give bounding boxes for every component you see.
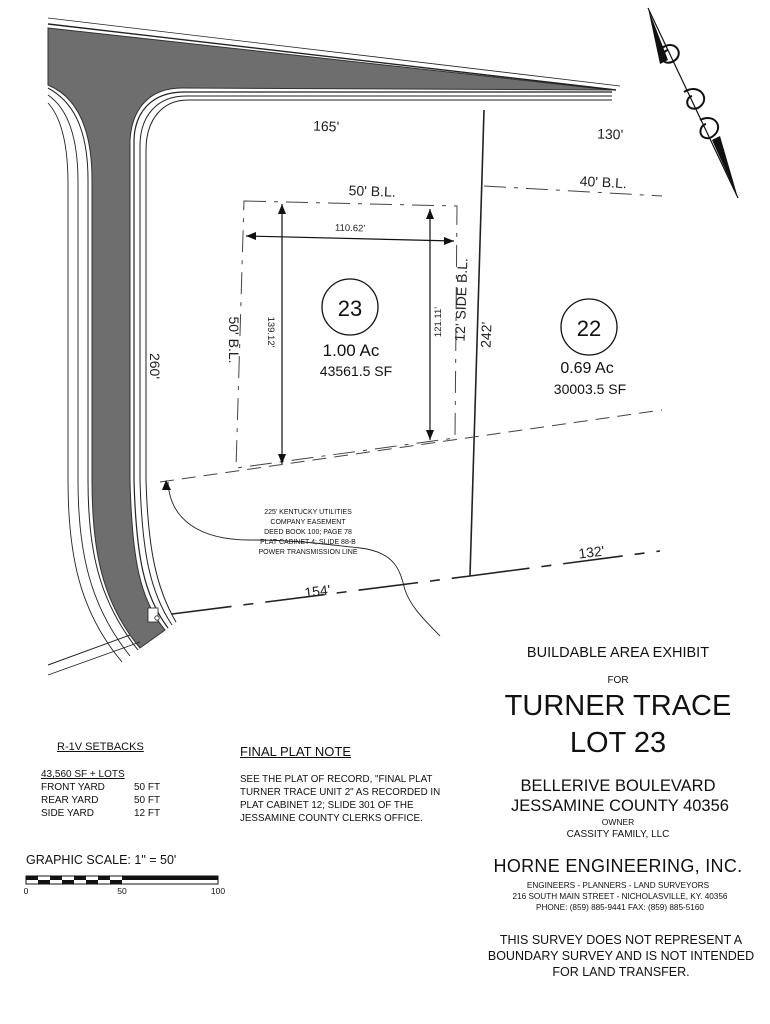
engineer-phone: PHONE: (859) 885-9441 FAX: (859) 885-5160 bbox=[536, 903, 704, 912]
notice-line-1: THIS SURVEY DOES NOT REPRESENT A bbox=[499, 933, 743, 947]
dim-middle-lot-line: 242' bbox=[477, 321, 495, 349]
owner-name: CASSITY FAMILY, LLC bbox=[566, 829, 670, 840]
dim-width bbox=[246, 236, 454, 241]
curb-line-right bbox=[134, 92, 612, 628]
bl-top-lot22: 40' B.L. bbox=[579, 172, 628, 192]
lower-left-lot-line-2 bbox=[48, 642, 140, 675]
lot23-sqft: 43561.5 SF bbox=[319, 363, 393, 379]
easement-leader-line bbox=[168, 482, 440, 636]
owner-label: OWNER bbox=[601, 817, 635, 827]
easement-line bbox=[160, 410, 662, 482]
arrow-width-left bbox=[246, 232, 256, 240]
setback-front-value: 50 FT bbox=[134, 782, 161, 793]
arrow-depth-right-top bbox=[426, 209, 434, 219]
bl-side: 12' SIDE B.L. bbox=[451, 257, 471, 342]
final-plat-note-line-1: SEE THE PLAT OF RECORD, "FINAL PLAT bbox=[240, 774, 433, 785]
right-of-way-line bbox=[146, 100, 612, 622]
curb-line-right-2 bbox=[140, 96, 612, 625]
project-name: TURNER TRACE bbox=[504, 690, 732, 722]
setback-side-value: 12 FT bbox=[134, 808, 161, 819]
arrow-depth-left-top bbox=[278, 204, 286, 214]
dim-depth-left-label: 139.12' bbox=[265, 316, 276, 348]
title-for: FOR bbox=[607, 675, 629, 686]
lot22-sqft: 30003.5 SF bbox=[553, 381, 627, 397]
easement-line-2: COMPANY EASEMENT bbox=[270, 519, 346, 526]
utility-box-dot bbox=[155, 616, 159, 620]
easement-line-5: POWER TRANSMISSION LINE bbox=[258, 549, 358, 556]
easement-line-4: PLAT CABINET 4; SLIDE 88-B bbox=[260, 539, 356, 546]
final-plat-note-line-4: JESSAMINE COUNTY CLERKS OFFICE. bbox=[240, 813, 423, 824]
final-plat-note-title: FINAL PLAT NOTE bbox=[240, 744, 352, 759]
graphic-scale-bar bbox=[26, 876, 218, 884]
lot-title: LOT 23 bbox=[569, 727, 667, 759]
road-name: BELLERIVE BOULEVARD bbox=[520, 777, 716, 795]
final-plat-note-line-2: TURNER TRACE UNIT 2" AS RECORDED IN bbox=[240, 787, 441, 798]
scale-tick-50: 50 bbox=[117, 886, 127, 896]
graphic-scale-title: GRAPHIC SCALE: 1" = 50' bbox=[26, 853, 177, 867]
arrow-width-right bbox=[444, 237, 454, 245]
engineer-tagline: ENGINEERS - PLANNERS - LAND SURVEYORS bbox=[526, 881, 710, 890]
north-arrow-icon bbox=[648, 8, 738, 198]
arrow-depth-left-bottom bbox=[278, 454, 286, 464]
engineer-name: HORNE ENGINEERING, INC. bbox=[493, 856, 743, 876]
arrow-depth-right-bottom bbox=[426, 430, 434, 440]
engineer-address: 216 SOUTH MAIN STREET - NICHOLASVILLE, KY. 40356 bbox=[512, 892, 728, 901]
notice-line-2: BOUNDARY SURVEY AND IS NOT INTENDED bbox=[487, 949, 755, 963]
dim-top-left: 165' bbox=[312, 117, 340, 135]
scale-tick-0: 0 bbox=[23, 886, 29, 896]
lot23-acres: 1.00 Ac bbox=[322, 341, 380, 360]
setback-rear-value: 50 FT bbox=[134, 795, 161, 806]
final-plat-note-line-3: PLAT CABINET 12; SLIDE 301 OF THE bbox=[240, 800, 414, 811]
dim-bottom-left: 154' bbox=[303, 581, 332, 601]
easement-line-1: 225' KENTUCKY UTILITIES bbox=[264, 509, 352, 516]
setback-rear-label: REAR YARD bbox=[41, 795, 99, 806]
notice-line-3: FOR LAND TRANSFER. bbox=[552, 965, 690, 979]
setbacks-min-lot: 43,560 SF + LOTS bbox=[41, 769, 125, 780]
setback-front-label: FRONT YARD bbox=[41, 782, 105, 793]
bl-top-lot23: 50' B.L. bbox=[348, 182, 396, 200]
bl-left: 50' B.L. bbox=[226, 316, 242, 364]
scale-tick-100: 100 bbox=[210, 886, 226, 896]
exhibit-title: BUILDABLE AREA EXHIBIT bbox=[526, 645, 710, 661]
setback-side-label: SIDE YARD bbox=[41, 808, 94, 819]
county-name: JESSAMINE COUNTY 40356 bbox=[511, 797, 729, 815]
lot22-acres: 0.69 Ac bbox=[560, 360, 614, 377]
setbacks-title: R-1V SETBACKS bbox=[57, 741, 144, 753]
dim-depth-right-label: 121.11' bbox=[433, 306, 444, 338]
dim-width-label: 110.62' bbox=[334, 222, 366, 235]
lot23-number: 23 bbox=[337, 296, 363, 321]
easement-line-3: DEED BOOK 100; PAGE 78 bbox=[264, 529, 352, 536]
lot-line-bottom-right bbox=[470, 551, 660, 576]
dim-top-right: 130' bbox=[596, 125, 624, 143]
lot22-number: 22 bbox=[576, 316, 602, 341]
dim-bottom-right: 132' bbox=[577, 542, 606, 562]
building-line-lot22-top bbox=[484, 186, 662, 196]
dim-left-curve: 260' bbox=[147, 352, 163, 380]
